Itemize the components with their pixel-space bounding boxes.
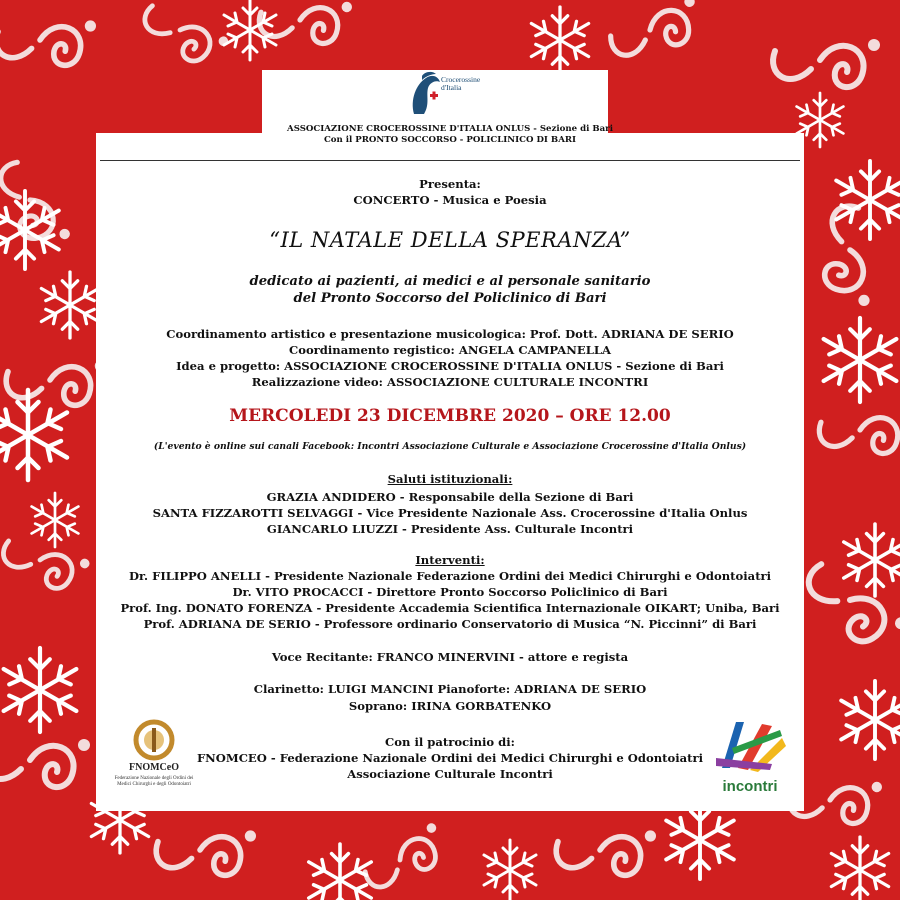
interventi-item: Dr. FILIPPO ANELLI - Presidente Nazionale Federazione Ordini dei Medici Chirurghi e Odontoiatri <box>128 569 772 583</box>
musicians-line-1: Clarinetto: LUIGI MANCINI Pianoforte: ADRIANA DE SERIO <box>253 682 647 696</box>
dedication-line-2: del Pronto Soccorso del Policlinico di Bari <box>293 291 607 306</box>
event-date: MERCOLEDI 23 DICEMBRE 2020 – ORE 12.00 <box>229 406 671 426</box>
patrocinio-heading: Con il patrocinio di: <box>385 735 515 749</box>
credit-line: Idea e progetto: ASSOCIAZIONE CROCEROSSINE D'ITALIA ONLUS - Sezione di Bari <box>176 359 724 373</box>
online-note: (L'evento è online sui canali Facebook: Incontri Associazione Culturale e Associazione Crocerossine d'Italia Onlus) <box>153 441 747 452</box>
presenta-label: Presenta: <box>419 177 481 191</box>
saluti-item: GRAZIA ANDIDERO - Responsabile della Sezione di Bari <box>266 490 634 504</box>
concert-type: CONCERTO - Musica e Poesia <box>353 193 547 207</box>
saluti-item: SANTA FIZZAROTTI SELVAGGI - Vice Presidente Nazionale Ass. Crocerossine d'Italia Onlus <box>152 506 748 520</box>
header-divider <box>100 160 800 161</box>
fnomceo-logo <box>108 718 200 796</box>
saluti-item: GIANCARLO LIUZZI - Presidente Ass. Culturale Incontri <box>266 522 634 536</box>
fnomceo-name: FNOMCeO <box>129 762 179 773</box>
incontri-wordmark: incontri <box>722 778 778 795</box>
page-title: “IL NATALE DELLA SPERANZA” <box>269 228 631 252</box>
credit-line: Coordinamento artistico e presentazione musicologica: Prof. Dott. ADRIANA DE SERIO <box>166 327 734 341</box>
saluti-heading: Saluti istituzionali: <box>387 472 513 486</box>
patrocinio-line-2: Associazione Culturale Incontri <box>347 767 553 781</box>
crocerossine-logo-text: Crocerossine d'Italia <box>441 75 481 92</box>
patrocinio-line-1: FNOMCEO - Federazione Nazionale Ordini dei Medici Chirurghi e Odontoiatri <box>196 751 704 765</box>
fnomceo-emblem-icon <box>108 718 200 762</box>
credit-line: Realizzazione video: ASSOCIAZIONE CULTURALE INCONTRI <box>251 375 649 389</box>
header-with-line: Con il PRONTO SOCCORSO - POLICLINICO DI BARI <box>323 135 577 145</box>
incontri-emblem-icon <box>712 718 788 776</box>
musicians-line-2: Soprano: IRINA GORBATENKO <box>348 699 552 713</box>
fnomceo-subtitle: Federazione Nazionale degli Ordini dei Medici Chirurghi e degli Odontoiatri <box>114 776 194 787</box>
interventi-item: Prof. ADRIANA DE SERIO - Professore ordinario Conservatorio di Musica “N. Piccinni” di Bari <box>143 617 757 631</box>
dedication-line-1: dedicato ai pazienti, ai medici e al personale sanitario <box>249 274 651 289</box>
voce-recitante: Voce Recitante: FRANCO MINERVINI - attore e regista <box>271 650 629 664</box>
interventi-item: Prof. Ing. DONATO FORENZA - Presidente Accademia Scientifica Internazionale OIKART; Uniba, Bari <box>120 601 780 615</box>
crocerossine-logo <box>408 70 488 118</box>
interventi-item: Dr. VITO PROCACCI - Direttore Pronto Soccorso Policlinico di Bari <box>232 585 668 599</box>
interventi-heading: Interventi: <box>415 553 485 567</box>
credit-line: Coordinamento registico: ANGELA CAMPANELLA <box>288 343 611 357</box>
crocerossine-emblem-icon <box>408 70 442 116</box>
header-org-line: ASSOCIAZIONE CROCEROSSINE D'ITALIA ONLUS - Sezione di Bari <box>287 124 613 134</box>
incontri-logo <box>712 718 788 798</box>
